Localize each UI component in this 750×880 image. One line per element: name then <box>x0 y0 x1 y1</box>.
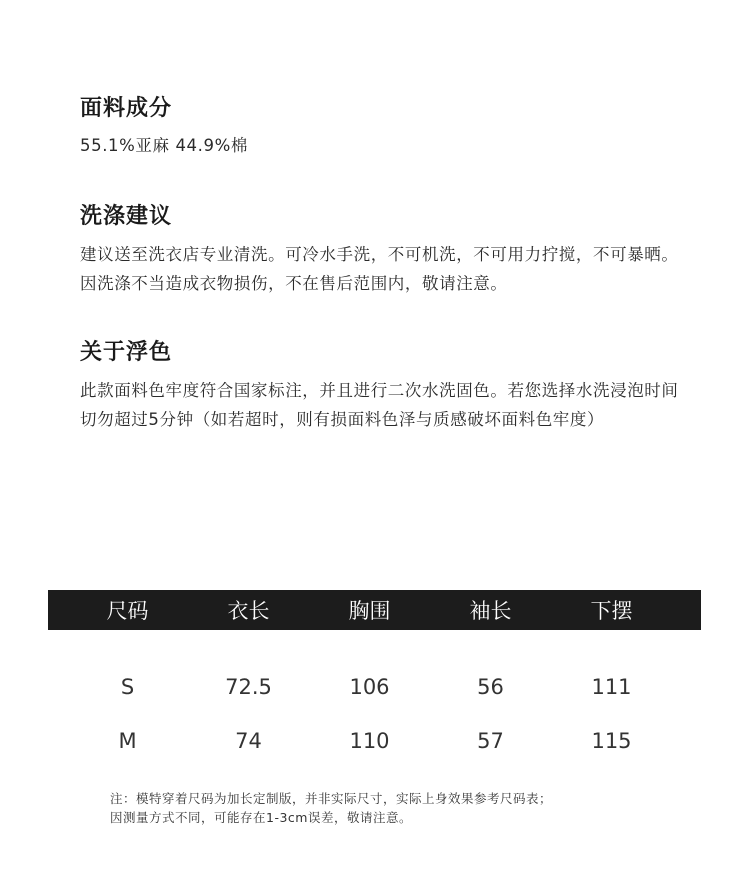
color-fading-title: 关于浮色 <box>80 340 173 365</box>
size-note <box>110 789 670 827</box>
cell-length: 74 <box>235 729 262 753</box>
cell-hem: 111 <box>591 675 632 699</box>
note-line-2: 因测量方式不同，可能存在1-3cm误差，敬请注意。 <box>110 810 412 825</box>
size-table-header <box>48 590 701 630</box>
fabric-section <box>80 94 690 161</box>
cell-hem: 115 <box>591 729 632 753</box>
header-hem: 下摆 <box>590 599 633 623</box>
fabric-title: 面料成分 <box>80 96 173 121</box>
size-table <box>48 590 701 768</box>
color-fading-section <box>80 338 690 434</box>
header-size: 尺码 <box>106 599 149 623</box>
washing-text: 建议送至洗衣店专业清洗。可冷水手洗，不可机洗，不可用力拧搅，不可暴晒。因洗涤不当造成衣物损伤，不在售后范围内，敬请注意。 <box>80 245 679 293</box>
color-fading-text: 此款面料色牢度符合国家标注，并且进行二次水洗固色。若您选择水洗浸泡时间切勿超过5分钟（如若超时，则有损面料色泽与质感破坏面料色牢度） <box>80 381 679 429</box>
header-sleeve: 袖长 <box>469 599 512 623</box>
header-chest: 胸围 <box>348 599 391 623</box>
cell-chest: 106 <box>349 675 390 699</box>
fabric-text: 55.1%亚麻 44.9%棉 <box>80 136 248 155</box>
washing-title: 洗涤建议 <box>80 204 173 229</box>
header-length: 衣长 <box>227 599 270 623</box>
cell-sleeve: 56 <box>477 675 504 699</box>
table-row <box>48 714 701 768</box>
cell-size: M <box>118 729 137 753</box>
table-row <box>48 660 701 714</box>
washing-section <box>80 202 690 298</box>
cell-chest: 110 <box>349 729 390 753</box>
cell-size: S <box>120 675 135 699</box>
cell-sleeve: 57 <box>477 729 504 753</box>
cell-length: 72.5 <box>225 675 272 699</box>
note-line-1: 注：模特穿着尺码为加长定制版，并非实际尺寸，实际上身效果参考尺码表； <box>110 791 553 806</box>
